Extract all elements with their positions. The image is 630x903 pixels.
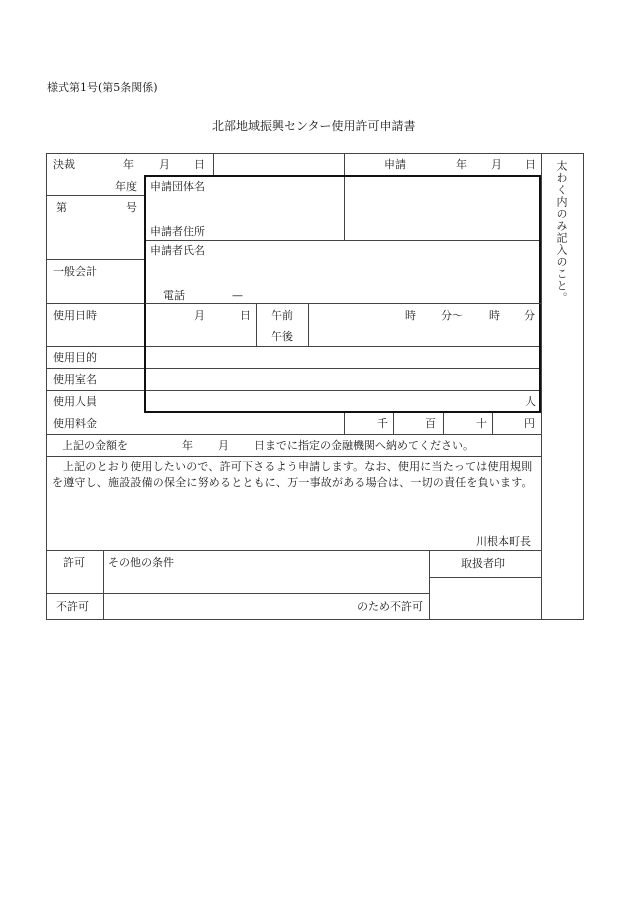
kessai-year-label: 年 <box>123 158 134 171</box>
people-label: 使用人員 <box>53 395 97 408</box>
seal-divider <box>429 550 430 619</box>
fee-label: 使用料金 <box>53 417 97 430</box>
side-note: 太わく内のみ記入のこと。 <box>555 160 568 304</box>
thick-frame-bottom <box>145 411 541 413</box>
permit-split-line <box>46 593 429 594</box>
kessai-day-label: 日 <box>194 158 205 171</box>
payment-bottom-line <box>46 456 541 457</box>
room-label: 使用室名 <box>53 373 97 386</box>
datetime-day-label: 日 <box>240 309 251 322</box>
left-go-line <box>46 259 145 260</box>
datetime-divider-b <box>308 303 309 346</box>
use-datetime-label: 使用日時 <box>53 309 97 322</box>
other-conditions-label: その他の条件 <box>108 556 174 569</box>
payment-month-label: 月 <box>218 439 229 452</box>
kessai-label: 決裁 <box>53 158 75 171</box>
end-minute-label: 分 <box>524 309 535 322</box>
group-name-divider <box>344 175 345 240</box>
thick-frame-right <box>539 175 541 413</box>
handler-seal-label: 取扱者印 <box>461 557 505 570</box>
payment-year-label: 年 <box>182 439 193 452</box>
row1-divider-a <box>213 153 214 175</box>
shinsei-day-label: 日 <box>525 158 536 171</box>
fee-divider-c <box>443 412 444 434</box>
phone-label: 電話 <box>163 289 185 302</box>
go-label: 号 <box>126 201 137 214</box>
thick-frame-top <box>145 175 541 177</box>
purpose-field[interactable] <box>147 348 537 367</box>
fee-divider-d <box>492 412 493 434</box>
fee-divider-b <box>393 412 394 434</box>
fee-en-unit: 円 <box>524 417 535 430</box>
datetime-month-label: 月 <box>194 309 205 322</box>
end-hour-label: 時 <box>489 309 500 322</box>
frame-right-line <box>583 153 584 619</box>
shinsei-year-label: 年 <box>456 158 467 171</box>
form-number-label: 様式第1号(第5条関係) <box>47 81 158 94</box>
room-field[interactable] <box>147 370 537 389</box>
applicant-datetime-line <box>145 303 541 304</box>
datetime-divider-a <box>256 303 257 346</box>
handler-seal-box[interactable] <box>432 580 538 617</box>
permit-label-divider <box>103 550 104 619</box>
group-name-label: 申請団体名 <box>150 180 205 193</box>
kessai-month-label: 月 <box>159 158 170 171</box>
frame-bottom-line <box>46 619 584 620</box>
dai-label: 第 <box>56 201 67 214</box>
thick-frame-left <box>144 175 146 413</box>
left-nendo-line <box>46 195 145 196</box>
permit-label: 許可 <box>63 556 85 569</box>
declaration-text: 上記のとおり使用したいので、許可下さるよう申請します。なお、使用に当たっては使用規則を遵守し、施設設備の保全に努めるとともに、万一事故がある場合は、一切の責任を負います。 <box>52 460 533 489</box>
declaration-bottom-line <box>46 550 541 551</box>
fee-bottom-line <box>46 434 541 435</box>
side-note-divider <box>541 153 542 619</box>
datetime-bottom-line <box>46 346 541 347</box>
applicant-name-label: 申請者氏名 <box>150 244 205 257</box>
frame-top-line <box>46 153 584 154</box>
shinsei-month-label: 月 <box>491 158 502 171</box>
nendo-label: 年度 <box>115 180 137 193</box>
ippan-kaikei-label: 一般会計 <box>53 265 97 278</box>
room-bottom-line <box>46 390 541 391</box>
seal-header-line <box>429 577 541 578</box>
fee-hyaku-unit: 百 <box>425 417 436 430</box>
left-kaikei-line <box>46 303 145 304</box>
payment-prefix: 上記の金額を <box>62 439 128 452</box>
addressee: 川根本町長 <box>476 535 531 548</box>
pm-option[interactable]: 午後 <box>271 330 293 343</box>
people-unit: 人 <box>525 395 536 408</box>
fee-juu-unit: 十 <box>476 417 487 430</box>
row1-divider-b <box>344 153 345 175</box>
purpose-bottom-line <box>46 368 541 369</box>
start-minute-label: 分～ <box>441 309 463 322</box>
not-permitted-label: 不許可 <box>56 600 89 613</box>
address-name-line <box>145 240 541 241</box>
address-label: 申請者住所 <box>150 225 205 238</box>
fee-sen-unit: 千 <box>377 417 388 430</box>
applicant-name-field[interactable] <box>147 258 537 286</box>
group-name-field[interactable] <box>346 178 538 238</box>
not-permitted-reason: のため不許可 <box>357 600 423 613</box>
shinsei-label: 申請 <box>384 158 406 171</box>
am-option[interactable]: 午前 <box>271 309 293 322</box>
start-hour-label: 時 <box>405 309 416 322</box>
fee-divider-a <box>344 412 345 434</box>
form-title: 北部地域振興センター使用許可申請書 <box>212 119 416 133</box>
people-field[interactable] <box>147 392 517 410</box>
phone-dash: — <box>232 289 243 302</box>
purpose-label: 使用目的 <box>53 351 97 364</box>
other-conditions-field[interactable] <box>106 570 426 590</box>
payment-suffix: 日までに指定の金融機関へ納めてください。 <box>254 439 474 452</box>
